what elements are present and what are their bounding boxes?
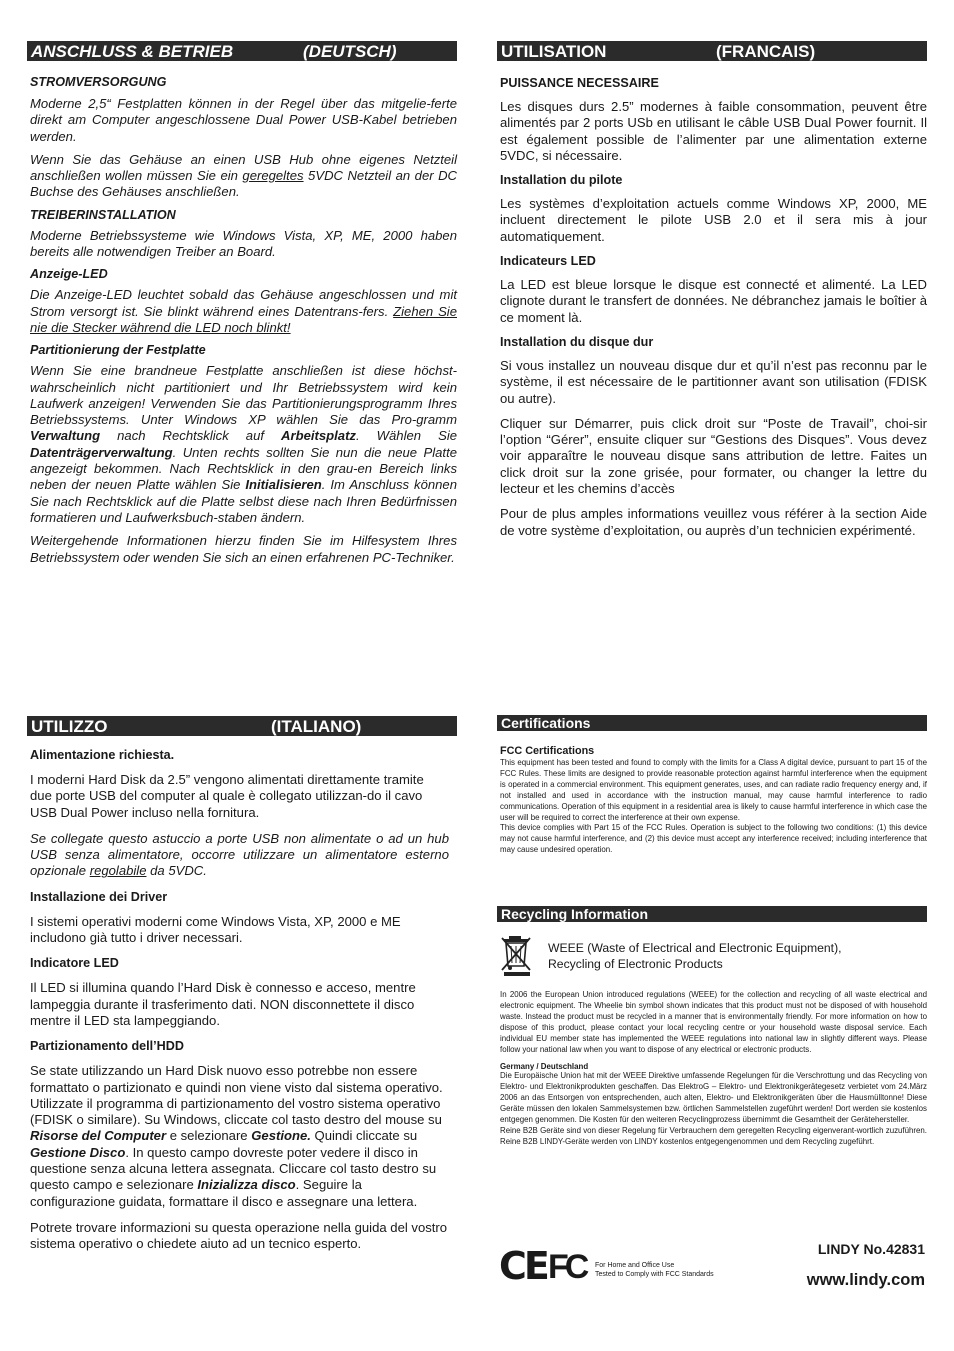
heading-fcc: FCC Certifications	[500, 745, 595, 757]
paragraph: Moderne 2,5“ Festplatten können in der Regel über das mitgelie-ferte direkt am Computer angeschlossene Dual Power USB-Kabel betrieben werden.	[30, 96, 457, 144]
section-header-francais	[497, 41, 927, 61]
heading-treiberinstallation: TREIBERINSTALLATION	[30, 207, 176, 222]
heading-puissance: PUISSANCE NECESSAIRE	[500, 76, 659, 90]
paragraph: This device complies with Part 15 of the FCC Rules. Operation is subject to the following two conditions: (1) this device may not cause harmful interference, and (2) this device must accept any interference received; including interference that may cause undesired operation.	[500, 823, 927, 855]
section-deutsch	[27, 41, 457, 566]
header-title: UTILIZZO	[31, 717, 108, 736]
paragraph: Si vous installez un nouveau disque dur et qu’il n’est pas reconnu par le système, il est nécessaire de le partitionner avant son utilisation (FDISK ou autre).	[500, 357, 927, 406]
ce-mark-icon: CE	[499, 1244, 547, 1288]
paragraph: Les systèmes d’exploitation actuels comme Windows XP, 2000, ME incluent directement le pilote USB 2.0 et il sera mis à jour automatiquement.	[500, 196, 927, 244]
heading-alimentazione: Alimentazione richiesta.	[30, 748, 175, 762]
header-title: ANSCHLUSS & BETRIEB	[31, 42, 234, 61]
paragraph: Se state utilizzando un Hard Disk nuovo esso potrebbe non essere formattato o partizionato e quindi non viene visto dal sistema operativo. Utilizzate il programma di partizionamento del vostro sistema operativo (FDISK o similare). Su Windows, cliccate col tasto destro del mouse su Risorse del Computer e selezionare Gestione. Quindi cliccate su Gestione Disco. In questo campo dovreste poter vedere il disco in questione senza alcuna lettera assegnata. Cliccare col tasto destro su questo campo e selezionare Inizializza disco. Seguire la configurazione guidata, formattare il disco e assegnare una lettera.	[30, 1063, 443, 1209]
lindy-product-number: LINDY No.42831	[817, 1241, 925, 1257]
paragraph: I moderni Hard Disk da 2.5” vengono alimentati direttamente tramite due porte USB del computer al quale è collegato utilizzan-do il cavo USB Dual Power incluso nella fornitura.	[30, 772, 424, 820]
paragraph: Weitergehende Informationen hierzu finden Sie im Hilfesystem Ihres Betriebssystem oder wenden Sie sich an einen erfahrenen PC-Techniker.	[30, 533, 457, 565]
paragraph: I sistemi operativi moderni come Windows Vista, XP, 2000 e ME includono già tutto i driver necessari.	[30, 913, 401, 946]
fcc-note-tested: Tested to Comply with FCC Standards	[595, 1271, 714, 1278]
paragraph: This equipment has been tested and found to comply with the limits for a Class A digital device, pursuant to part 15 of the FCC Rules. These limits are designed to provide reasonable protection against harmful interference when the equipment is operated in a commercial environment. This equipment generates, uses, and can radiate radio frequency energy and, if not installed and used in accordance with the instruction manual, may cause harmful interference to radio communications. Operation of this equipment in a residential area is likely to cause harmful interference in which case the user will be required to correct the interference at their own expense.	[500, 758, 927, 822]
footer-marks	[499, 1246, 739, 1286]
heading-germany: Germany / Deutschland	[500, 1062, 589, 1072]
heading-indicateurs-led: Indicateurs LED	[500, 254, 596, 269]
weee-title: WEEE (Waste of Electrical and Electronic Equipment),	[548, 941, 842, 955]
heading-partitionierung: Partitionierung der Festplatte	[30, 343, 206, 358]
footer-lindy	[760, 1240, 925, 1290]
weee-subtitle: Recycling of Electronic Products	[548, 956, 723, 971]
paragraph: Die Europäische Union hat mit der WEEE Direktive umfassende Regelungen für die Verschrottung und das Recycling von Elektro- und Elektronikprodukten geschaffen. Das ElektroG – Elektro- und Elektronikgerätegesetz verbietet vom 24.März 2006 an das Entsorgen von entsprechenden, auch alten, Elektro- und Elektronikgeräten über die Hausmülltonne! Diese Geräte müssen den lokalen Sammelsystemen bzw. örtlichen Sammelstellen zugeführt werden! Dort werden sie kostenlos entgegen genommen. Die Kosten für den weiteren Recyclingprozess übernimmt die Gesamtheit der Gerätehersteller.	[500, 1071, 927, 1125]
paragraph: Reine B2B Geräte sind von dieser Regelung für Verbrauchern dem geregelten Recycling eigenverant-wortlich zuzuführen. Reine B2B LINDY-Geräte werden von LINDY kostenlos entgegengenommen und dem Recycling zugeführt.	[500, 1125, 927, 1146]
paragraph: Potrete trovare informazioni su questa operazione nella guida del vostro sistema operativo o chiedete aiuto ad un tecnico esperto.	[30, 1219, 448, 1252]
paragraph: Wenn Sie das Gehäuse an einen USB Hub ohne eigenes Netzteil anschließen wollen müssen Sie ein geregeltes 5VDC Netzteil an der DC Buchse des Gehäuses anschließen.	[30, 151, 457, 200]
section-francais	[497, 41, 927, 539]
header-title: UTILISATION	[501, 42, 607, 61]
header-language: (ITALIANO)	[271, 717, 362, 736]
lindy-website-link[interactable]: www.lindy.com	[806, 1271, 925, 1289]
paragraph: Moderne Betriebssysteme wie Windows Vista, XP, ME, 2000 haben bereits alle notwendigen Treiber an Board.	[30, 227, 457, 260]
fcc-mark-icon: FC	[548, 1248, 586, 1286]
paragraph: Cliquer sur Démarrer, puis click droit sur “Poste de Travail”, choi-sir l’option “Gérer”, ensuite cliquer sur “Gestions des Disques”. Vous devez voir apparaître le nouveau disque sans attribution de lettre. Faites un click droit sur la zone grisée, pour formater, ou changer la lettre du lecteur et les chemins d’accès	[500, 415, 927, 497]
heading-anzeige-led: Anzeige-LED	[30, 267, 108, 282]
header-language: (FRANCAIS)	[716, 42, 816, 61]
heading-indicatore-led: Indicatore LED	[30, 956, 119, 971]
section-italiano	[27, 716, 457, 1253]
heading-installation-pilote: Installation du pilote	[500, 173, 623, 188]
section-certifications	[497, 715, 927, 856]
section-header-italiano	[27, 716, 457, 736]
paragraph: In 2006 the European Union introduced regulations (WEEE) for the collection and recycling of all waste electrical and electronic equipment. The Wheelie bin symbol shown indicates that this product must not be disposed of with household waste. Instead the product must be recycled in a manner that is environmentally friendly. For more information on how to dispose of this product, please contact your local recycling centre or your household waste disposal service. Each individual EU member state has implemented the WEEE regulations into national law in slightly different ways. Please follow your national law when you want to dispose of any electrical or electronic products.	[500, 990, 927, 1054]
section-header-deutsch	[27, 41, 457, 61]
paragraph: Wenn Sie eine brandneue Festplatte anschließen ist diese höchst-wahrscheinlich nicht partitioniert und Ihr Betriebssystem wird kein Laufwerk anzeigen! Verwenden Sie das Partitionierungsprogramm Ihres Betriebssystems. Unter Windows XP wählen Sie das Pro-gramm Verwaltung nach Rechtsklick auf Arbeitsplatz. Wählen Sie Datenträgerverwaltung. Unten rechts sollten Sie nun die neue Platte angezeigt bekommen. Nach Rechtsklick in den grau-en Bereich links neben der neuen Platte wählen Sie Initialisieren. Im Anschluss können Sie nach Rechtsklick auf die Platte selbst diese nach Ihren Bedürfnissen formatieren und Laufwerksbuch-staben ändern.	[30, 363, 458, 525]
paragraph: La LED est bleue lorsque le disque est connecté et alimenté. La LED clignote durant le transfert de données. Ne débranchez jamais le boîtier à ce moment là.	[500, 277, 927, 325]
paragraph: Il LED si illumina quando l’Hard Disk è connesso e acceso, mentre lampeggia durante il trasferimento dati. NON disconnettete il disco mentre il LED sta lampeggiando.	[30, 980, 416, 1028]
heading-installazione-driver: Installazione dei Driver	[30, 889, 168, 904]
section-header-recycling: Recycling Information	[497, 906, 927, 922]
paragraph: Les disques durs 2.5” modernes à faible consommation, peuvent être alimentés par 2 ports USb en utilisant le câble USB Dual Power fournit. Il est également possible de l’alimenter par une alimentation externe 5VDC, si nécessaire.	[500, 99, 927, 163]
heading-partizionamento: Partizionamento dell’HDD	[30, 1039, 184, 1054]
paragraph: Pour de plus amples informations veuillez vous référer à la section Aide de votre système d’exploitation, ou auprès d’un technicien expérimenté.	[500, 506, 927, 538]
heading-stromversorgung: STROMVERSORGUNG	[30, 75, 167, 89]
paragraph: Se collegate questo astuccio a porte USB non alimentate o ad un hub USB senza alimentatore, occorre utilizzare un alimentatore esterno opzionale regolabile da 5VDC.	[30, 830, 449, 879]
section-header-certifications: Certifications	[497, 715, 927, 731]
paragraph: Die Anzeige-LED leuchtet sobald das Gehäuse angeschlossen und mit Strom versorgt ist. Sie blinkt während eines Datentrans-fers. Ziehen Sie nie die Stecker während die LED noch blinkt!	[30, 287, 457, 335]
heading-installation-disque: Installation du disque dur	[500, 334, 654, 349]
fcc-note-home-office: For Home and Office Use	[595, 1262, 675, 1269]
section-recycling	[497, 906, 927, 1148]
wheelie-bin-icon	[500, 934, 534, 981]
header-language: (DEUTSCH)	[303, 42, 397, 61]
